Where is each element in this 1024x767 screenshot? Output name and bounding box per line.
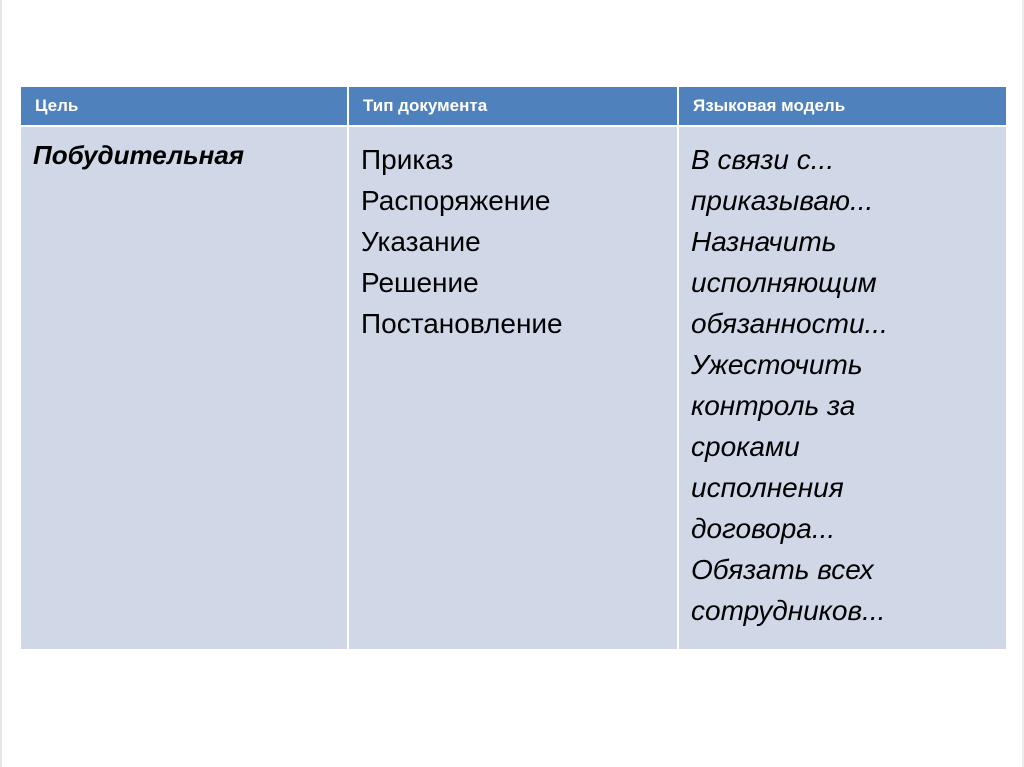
header-language-model: Языковая модель [678, 86, 1007, 126]
language-model-line: Назначить [691, 226, 837, 257]
language-model-line: сотрудников... [691, 595, 886, 626]
language-model-line: исполняющим [691, 267, 877, 298]
document-type-item: Решение [361, 267, 479, 298]
header-goal: Цель [20, 86, 348, 126]
goal-value: Побудительная [33, 140, 245, 170]
header-row [20, 86, 1007, 126]
language-model-list [691, 139, 994, 631]
language-model-line: обязанности... [691, 308, 888, 339]
language-model-line: Ужесточить [691, 349, 863, 380]
table-body [20, 126, 1007, 650]
document-type-item: Указание [361, 226, 481, 257]
document-type-list [361, 139, 665, 344]
language-model-line: приказываю... [691, 185, 874, 216]
header-document-type: Тип документа [348, 86, 678, 126]
document-type-item: Распоряжение [361, 185, 551, 216]
language-model-line: В связи с... [691, 144, 835, 175]
cell-document-types [348, 126, 678, 650]
cell-language-model [678, 126, 1007, 650]
language-model-line: исполнения [691, 472, 844, 503]
cell-goal [20, 126, 348, 650]
slide-edge-left [0, 0, 2, 767]
language-model-line: контроль за [691, 390, 856, 421]
language-model-line: договора... [691, 513, 836, 544]
language-model-line: сроками [691, 431, 800, 462]
table-row [20, 126, 1007, 650]
table-header [20, 86, 1007, 126]
document-purpose-table [19, 85, 1008, 651]
language-model-line: Обязать всех [691, 554, 874, 585]
document-type-item: Постановление [361, 308, 563, 339]
document-type-item: Приказ [361, 144, 454, 175]
